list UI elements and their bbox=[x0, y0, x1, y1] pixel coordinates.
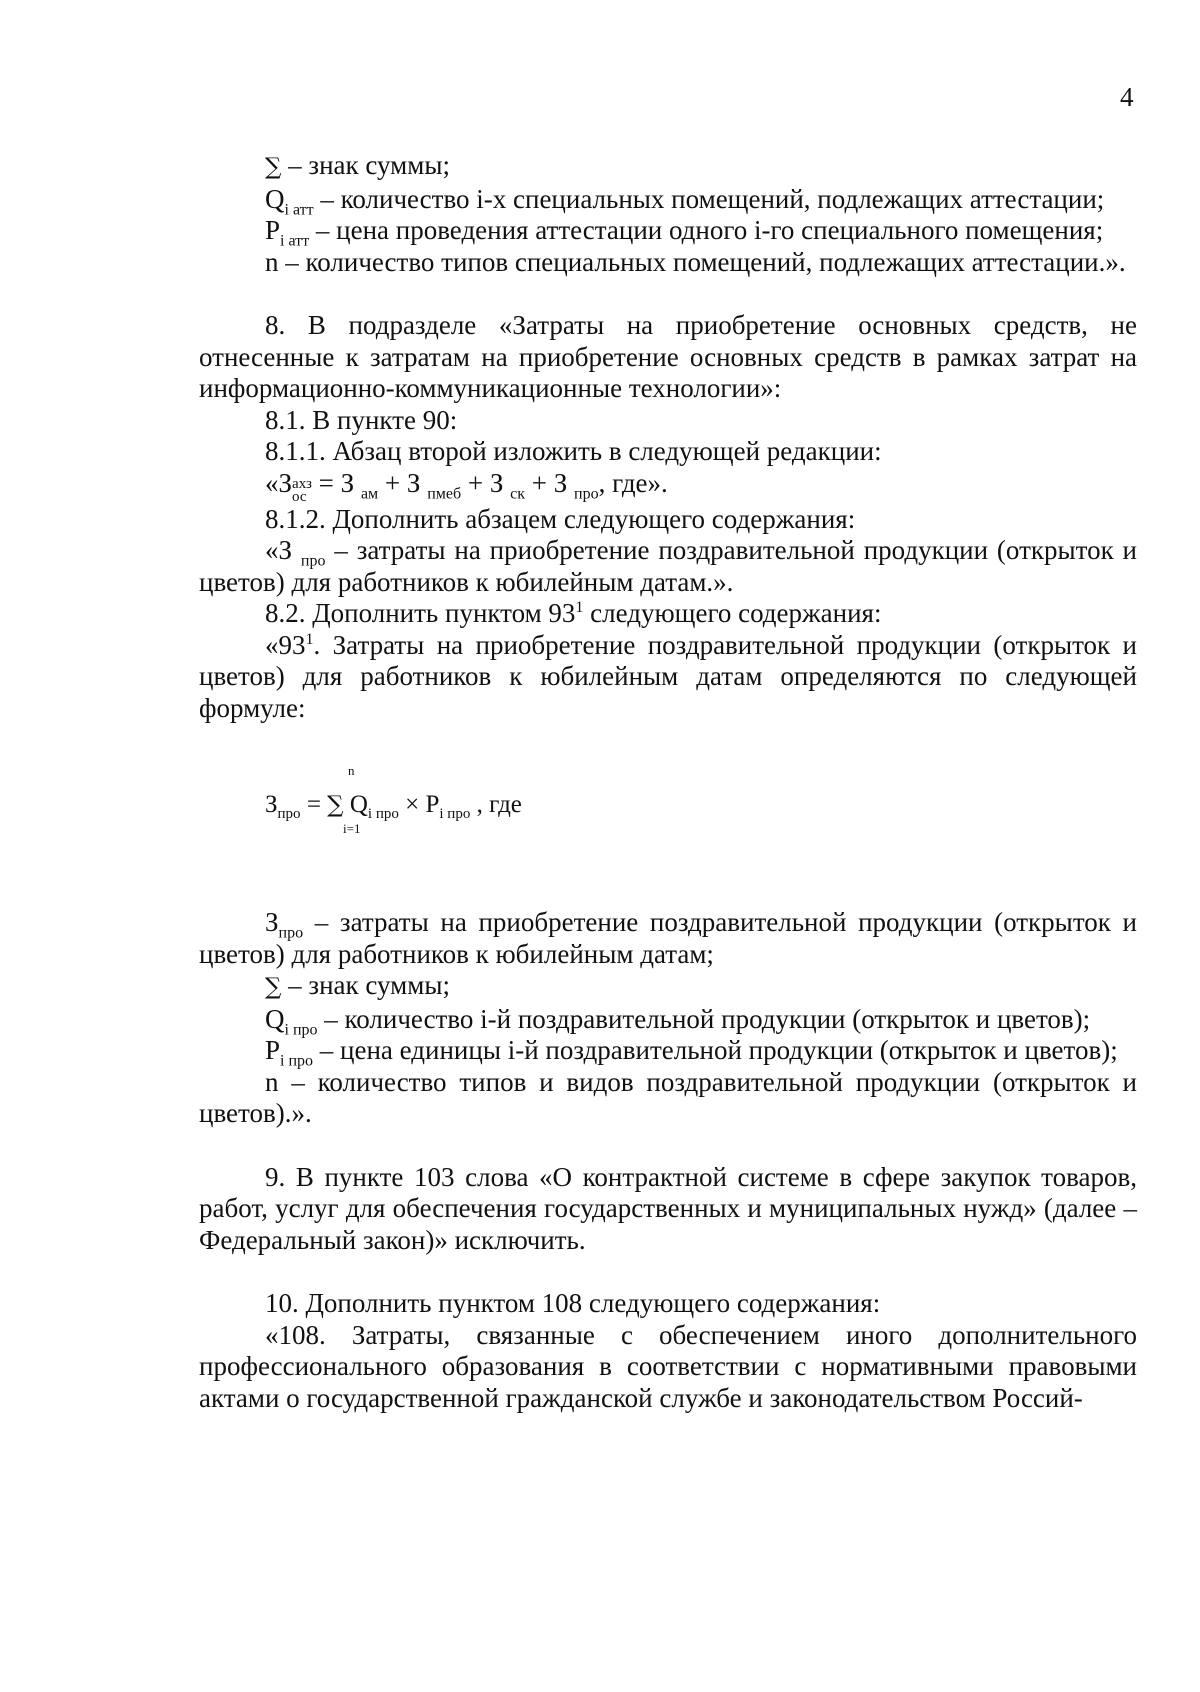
section-8-intro: 8. В подразделе «Затраты на приобретение основных средств, не отнесенные к затратам на приобретение основных средств в рамках затрат на информационно-коммуникационные технологии»: bbox=[199, 310, 1137, 403]
section-9: 9. В пункте 103 слова «О контрактной системе в сфере закупок товаров, работ, услуг для обеспечения государственных и муниципальных нужд» (далее – Федеральный закон)» исключить. bbox=[199, 1161, 1137, 1255]
paragraph-n-att: n – количество типов специальных помещений, подлежащих аттестации.». bbox=[265, 246, 1126, 277]
clause-108: «108. Затраты, связанные с обеспечением иного дополнительного профессионального образования в соответствии с нормативными правовыми актами о государственной гражданской службе и законодательством Россий- bbox=[199, 1319, 1137, 1413]
paragraph-q-att: $Q_{i атт}$ – количество i-х специальных помещений, подлежащих аттестации; bbox=[265, 183, 1105, 218]
paragraph-zpro: $З_{про}$ – затраты на приобретение поздравительной продукции (открыток и цветов) для работников к юбилейным датам; bbox=[199, 907, 1137, 969]
page-number: 4 bbox=[1120, 82, 1134, 112]
section-10-intro: 10. Дополнить пунктом 108 следующего содержания: bbox=[265, 1288, 881, 1318]
paragraph-n-pro: n – количество типов и видов поздравительной продукции (открыток и цветов).». bbox=[199, 1066, 1137, 1128]
formula-line: $З_{про}$ = ∑ $Q_{i про} \times P_{i про}$ , где bbox=[265, 791, 522, 822]
clause-8-2: 8.2. Дополнить пунктом $93^1$ следующего содержания: bbox=[265, 598, 882, 628]
formula-inline-ahz: «З ахз ос = З $_{ам}$ + З $_{пмеб}$ + З $_{ск}$ + З $_{про}$, где». bbox=[265, 467, 668, 505]
sup-sub-stack: ахз ос bbox=[292, 475, 312, 505]
sum-symbol: ∑ bbox=[265, 974, 282, 1000]
paragraph-q-pro: $Q_{i про}$ – количество i-й поздравительной продукции (открыток и цветов); bbox=[265, 1003, 1091, 1038]
sum-symbol: ∑ bbox=[265, 154, 282, 180]
clause-93-1: «$93^1$. Затраты на приобретение поздравительной продукции (открыток и цветов) для работников к юбилейным датам определяются по следующей формуле: bbox=[199, 629, 1137, 723]
paragraph-zpro-definition: «З $_{про}$ – затраты на приобретение поздравительной продукции (открыток и цветов) для работников к юбилейным датам.». bbox=[199, 535, 1138, 597]
sum-upper-limit: n bbox=[348, 763, 355, 778]
clause-8-1-2: 8.1.2. Дополнить абзацем следующего содержания: bbox=[265, 503, 856, 534]
clause-8-1: 8.1. В пункте 90: bbox=[265, 404, 458, 435]
document-body bbox=[199, 150, 1137, 1414]
display-formula bbox=[199, 752, 1137, 847]
clause-8-1-1: 8.1.1. Абзац второй изложить в следующей редакции: bbox=[265, 436, 882, 466]
sum-lower-limit: i=1 bbox=[343, 821, 361, 836]
paragraph-p-att: $P_{i атт}$ – цена проведения аттестации одного i-го специального помещения; bbox=[265, 215, 1104, 250]
paragraph-sum-sign-2: ∑ – знак суммы; bbox=[265, 970, 450, 1000]
sum-symbol: ∑ bbox=[327, 792, 344, 818]
paragraph-sum-sign: ∑ – знак суммы; bbox=[265, 150, 450, 180]
paragraph-p-pro: $P_{i про}$ – цена единицы i-й поздравительной продукции (открыток и цветов); bbox=[265, 1035, 1118, 1070]
